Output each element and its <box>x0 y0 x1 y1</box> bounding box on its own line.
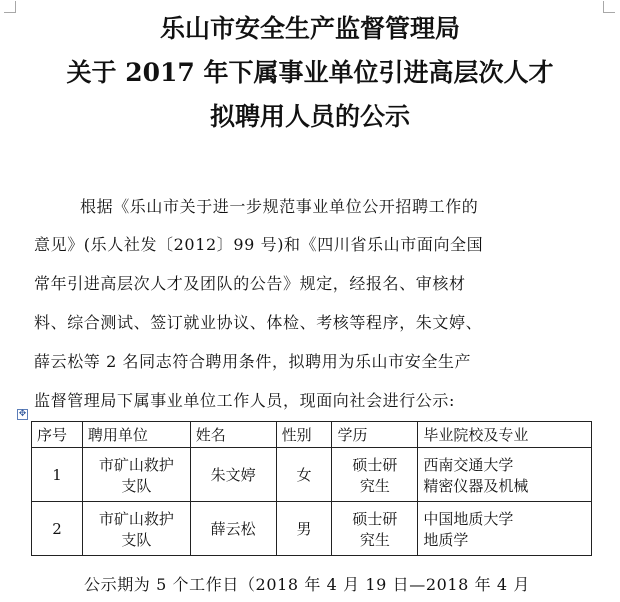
cell-school-line: 地质学 <box>423 530 469 549</box>
cell-school <box>418 502 592 556</box>
cell-degree <box>332 502 418 556</box>
cell-gender: 女 <box>276 448 332 502</box>
cell-unit <box>82 448 190 502</box>
cell-no: 2 <box>32 502 83 556</box>
cell-unit-line: 市矿山救护 <box>98 509 174 528</box>
cell-school <box>418 448 592 502</box>
cell-unit <box>82 502 190 556</box>
header-cell: 性别 <box>276 422 332 448</box>
cell-name: 朱文婷 <box>190 448 276 502</box>
header-cell: 序号 <box>32 422 83 448</box>
cell-school-line: 精密仪器及机械 <box>423 476 529 495</box>
staff-table <box>31 421 592 556</box>
cell-unit-line: 市矿山救护 <box>98 455 174 474</box>
paragraph-line: 根据《乐山市关于进一步规范事业单位公开招聘工作的 <box>80 197 479 216</box>
cell-gender: 男 <box>276 502 332 556</box>
cell-degree-line: 究生 <box>359 476 390 495</box>
paragraph-line: 料、综合测试、签订就业协议、体检、考核等程序，朱文婷、 <box>34 313 483 332</box>
page-corner-mark-right <box>603 1 615 13</box>
title-line-1: 乐山市安全生产监督管理局 <box>159 14 460 43</box>
cell-school-line: 西南交通大学 <box>423 455 514 474</box>
table-row <box>32 448 592 502</box>
cell-unit-line: 支队 <box>121 530 152 549</box>
cell-degree-line: 硕士研 <box>352 455 398 474</box>
table-row <box>32 502 592 556</box>
cell-unit-line: 支队 <box>121 476 152 495</box>
table-header-row <box>32 422 592 448</box>
title-line-3: 拟聘用人员的公示 <box>209 102 410 131</box>
cell-degree <box>332 448 418 502</box>
page-corner-mark-left <box>4 1 16 13</box>
cell-degree-line: 硕士研 <box>352 509 398 528</box>
title-line-2: 关于 2017 年下属事业单位引进高层次人才 <box>66 58 554 87</box>
move-handle-icon[interactable]: ✥ <box>18 409 27 419</box>
header-cell: 姓名 <box>190 422 276 448</box>
paragraph-line: 常年引进高层次人才及团队的公告》规定，经报名、审核材 <box>34 274 466 293</box>
paragraph-line: 监督管理局下属事业单位工作人员，现面向社会进行公示: <box>34 391 455 410</box>
cell-no: 1 <box>32 448 83 502</box>
notice-period-line: 公示期为 5 个工作日（2018 年 4 月 19 日—2018 年 4 月 <box>84 575 530 594</box>
paragraph-line: 意见》(乐人社发〔2012〕99 号)和《四川省乐山市面向全国 <box>34 235 484 254</box>
cell-degree-line: 究生 <box>359 530 390 549</box>
cell-name: 薛云松 <box>190 502 276 556</box>
cell-school-line: 中国地质大学 <box>423 509 514 528</box>
header-cell: 毕业院校及专业 <box>418 422 592 448</box>
paragraph-line: 薛云松等 2 名同志符合聘用条件，拟聘用为乐山市安全生产 <box>34 352 472 371</box>
header-cell: 聘用单位 <box>82 422 190 448</box>
header-cell: 学历 <box>332 422 418 448</box>
